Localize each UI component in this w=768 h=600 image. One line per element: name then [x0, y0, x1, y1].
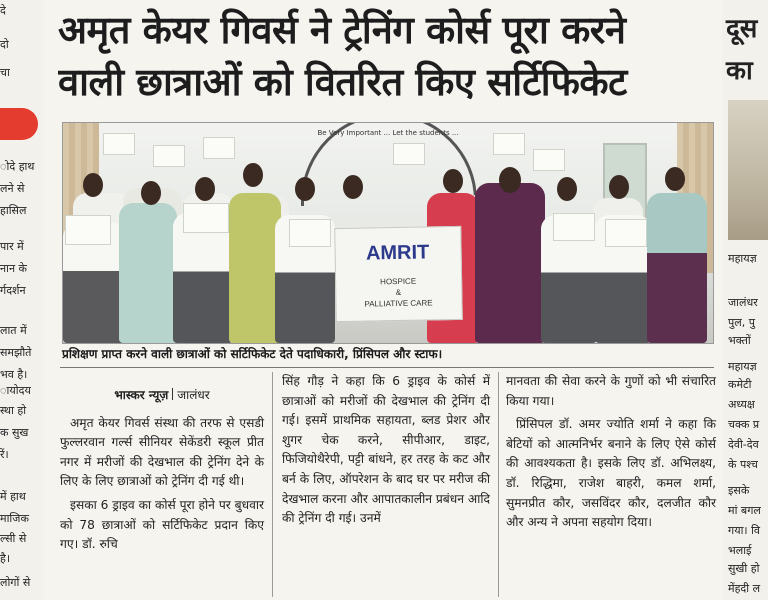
- photo-staff: [647, 193, 707, 343]
- photo-head: [609, 175, 629, 199]
- left-column-line: स्था हो: [0, 404, 27, 417]
- photo-head: [343, 175, 363, 199]
- photo-certificate: [183, 203, 229, 233]
- photo-staff-green: [229, 193, 281, 343]
- photo-certificate: [605, 219, 647, 247]
- photo-head: [443, 169, 463, 193]
- headline-line-1: अमृत केयर गिवर्स ने ट्रेनिंग कोर्स पूरा करने: [58, 8, 626, 52]
- banner-subtext-line-3: PALLIATIVE CARE: [364, 298, 433, 309]
- right-column-line: इसके: [728, 484, 750, 497]
- left-column-line: लोगों से: [0, 576, 31, 589]
- byline-separator: [172, 388, 173, 400]
- left-column-line: ायोदय: [0, 384, 31, 397]
- photo-head: [499, 167, 521, 193]
- photo-staff-purple: [475, 183, 545, 343]
- headline-line-2: वाली छात्राओं को वितरित किए सर्टिफिकेट: [58, 60, 627, 104]
- byline: [60, 386, 264, 406]
- photo-caption: प्रशिक्षण प्राप्त करने वाली छात्राओं को सर्टिफिकेट देते पदाधिकारी, प्रिंसिपल और स्टाफ।: [62, 347, 443, 361]
- article-paragraph: इसका 6 ड्राइव का कोर्स पूरा होने पर बुधवार को 78 छात्राओं को सर्टिफिकेट प्रदान किए गए। डॉ. रुचि: [60, 497, 264, 552]
- right-column-line: के पश्च: [728, 458, 758, 471]
- right-column-line: अध्यक्ष: [728, 398, 755, 411]
- banner-logo-text: AMRIT: [365, 241, 430, 265]
- left-column-line: में हाथ: [0, 490, 26, 503]
- photo-head: [295, 177, 315, 201]
- left-column-line: ोदे हाथ: [0, 160, 35, 173]
- photo-amrit-banner: [334, 226, 463, 322]
- article-column-2: [282, 372, 490, 529]
- photo-head: [195, 177, 215, 201]
- right-column-line: कमेटी: [728, 378, 752, 391]
- photo-staff-teal: [119, 203, 177, 343]
- article-column-1: [60, 372, 264, 555]
- right-column-photo: [728, 100, 768, 240]
- photo-certificate: [153, 145, 185, 167]
- right-column-line: भलाई: [728, 544, 752, 557]
- left-column-line: र्गदर्शन: [0, 284, 26, 297]
- article-paragraph: मानवता की सेवा करने के गुणों को भी संचारित किया गया।: [506, 374, 716, 408]
- photo-certificate: [103, 133, 135, 155]
- left-column-line: रें।: [0, 448, 9, 461]
- photo-head: [665, 167, 685, 191]
- byline-source: भास्कर न्यूज़: [114, 388, 169, 402]
- photo-certificate: [203, 137, 235, 159]
- right-column-line: गया। वि: [728, 524, 761, 537]
- left-column-line: हासिल: [0, 204, 27, 217]
- photo-head: [557, 177, 577, 201]
- banner-subtext: [340, 275, 457, 310]
- photo-head: [83, 173, 103, 197]
- article-paragraph: प्रिंसिपल डॉ. अमर ज्योति शर्मा ने कहा कि बेटियों को आत्मनिर्भर बनाने के लिए ऐसे कोर्स की आवश्यकता है। इसके लिए डॉ. अभिलक्ष्य, डॉ. रिद्धिमा, राजेश बाहरी, कमल शर्मा, सुमनप्रीत कौर, जसविंदर कौर, दलजीत कौर और अन्य ने अपना सहयोग दिया।: [506, 417, 716, 530]
- right-column-line: देवी-देव: [728, 438, 759, 451]
- photo-wall-text: Be Very Important ... Let the students ...: [317, 129, 459, 137]
- photo-certificate: [65, 215, 111, 245]
- banner-subtext-line-1: HOSPICE: [380, 276, 417, 287]
- left-column-line: ल्सी से: [0, 532, 27, 545]
- photo-head: [141, 181, 161, 205]
- banner-subtext-line-2: &: [395, 287, 402, 298]
- left-column-line: है।: [0, 552, 11, 565]
- right-headline-line1: दूस: [726, 14, 758, 44]
- caption-divider: [60, 367, 714, 368]
- article-paragraph: सिंह गौड़ ने कहा कि 6 ड्राइव के कोर्स में छात्राओं को मरीजों की देखभाल की ट्रेनिंग दी गई। इसमें प्राथमिक सहायता, ब्लड प्रेशर और शुगर चेक करने, सीपीआर, डाइट, फिजियोथैरेपी, पट्टी बांधने, हर तरह के कट और बर्न के लिए, ऑपरेशन के बाद घर पर मरीज की देखभाल करना और आपातकालीन प्रबंधन आदि की ट्रेनिंग दी गई। उनमें: [282, 374, 490, 526]
- left-column-line: समझौते: [0, 346, 32, 359]
- left-column-line: दो: [0, 38, 9, 51]
- left-column-line: लने से: [0, 182, 25, 195]
- article-column-3: [506, 372, 716, 533]
- right-column-line: महायज्ञ: [728, 360, 757, 373]
- right-column-line: जालंधर: [728, 296, 758, 309]
- left-column-line: चा: [0, 66, 10, 79]
- photo-certificate: [533, 149, 565, 171]
- article-headline: [58, 4, 720, 108]
- photo-certificate: [553, 213, 595, 241]
- left-column-line: दे: [0, 4, 6, 17]
- photo-certificate: [393, 143, 425, 165]
- right-column-line: भक्तों: [728, 334, 751, 347]
- left-column-line: पार में: [0, 240, 24, 253]
- photo-certificate: [289, 219, 331, 247]
- right-column-line: मां बगल: [728, 504, 761, 517]
- right-column-line: मेंहदी ल: [728, 582, 761, 595]
- column-divider: [498, 372, 499, 597]
- photo-certificate: [493, 133, 525, 155]
- right-column-line: सुखी हो: [728, 562, 760, 575]
- left-column-line: क सुख: [0, 426, 29, 439]
- right-column-line: महायज्ञ: [728, 252, 757, 265]
- left-column-line: भव है।: [0, 368, 28, 381]
- red-section-marker: [0, 108, 38, 140]
- article-paragraph: अमृत केयर गिवर्स संस्था की तरफ से एसडी फुल्लरवान गर्ल्स सीनियर सेकेंडरी स्कूल प्रीत नगर में मरीजों की देखभाल की ट्रेनिंग देने के लिए के लिए छात्राओं को ट्रेनिंग दी गई थी।: [60, 415, 264, 489]
- left-column-line: माजिक: [0, 512, 29, 525]
- right-adjacent-column: [722, 0, 768, 600]
- left-column-line: नान के: [0, 262, 28, 275]
- left-column-line: लात में: [0, 324, 27, 337]
- byline-city: जालंधर: [177, 388, 210, 402]
- photo-head: [243, 163, 263, 187]
- column-divider: [272, 372, 273, 597]
- right-headline-line2: का: [726, 56, 753, 86]
- article-photo: [62, 122, 714, 344]
- right-column-line: पुल, पु: [728, 316, 755, 329]
- left-adjacent-column: [0, 0, 44, 600]
- right-column-line: चक्क प्र: [728, 418, 760, 431]
